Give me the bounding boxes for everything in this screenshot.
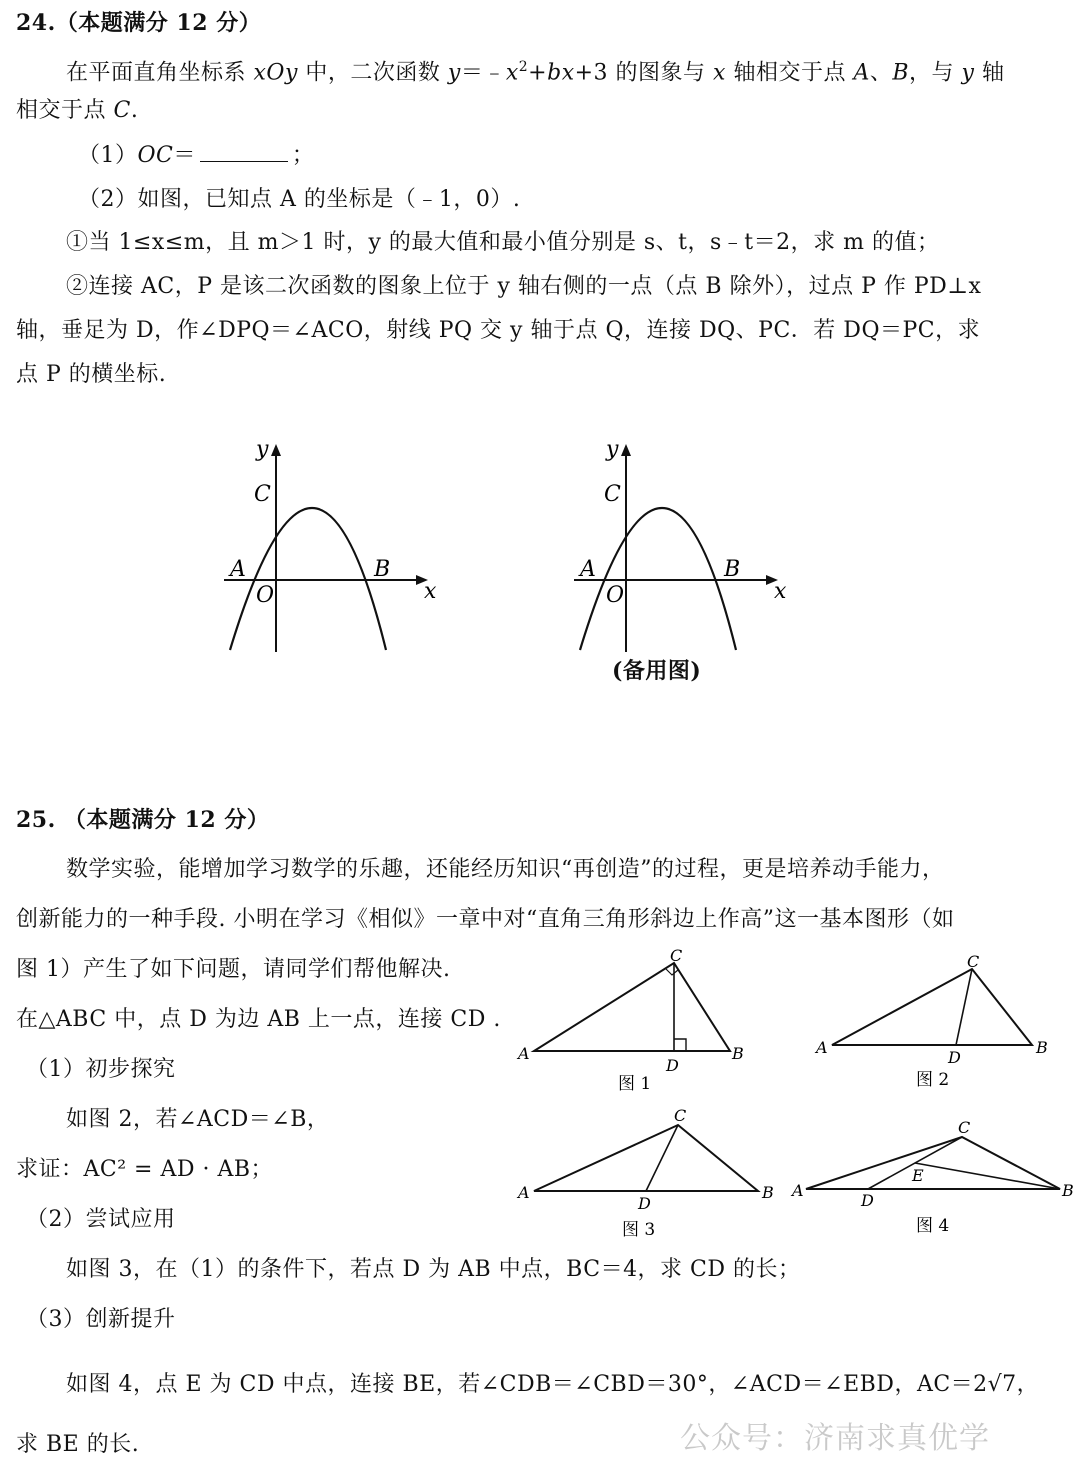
triangle-figures: [510, 945, 1080, 1245]
label-c: C: [958, 1118, 971, 1137]
answer-blank[interactable]: [200, 141, 288, 162]
text: ＝﹣: [460, 60, 506, 86]
parabola-graph-1: [216, 438, 456, 678]
x-label: x: [774, 579, 787, 604]
q25-intro-line2: 创新能力的一种手段. 小明在学习《相似》一章中对“直角三角形斜边上作高”这一基本图形（如: [16, 907, 955, 932]
text: ；: [291, 143, 315, 168]
text: （1）: [78, 143, 138, 168]
q25-intro-line3: 图 1）产生了如下问题，请同学们帮他解决.: [16, 957, 451, 982]
math: y: [447, 60, 461, 86]
caption-fig3: 图 3: [622, 1220, 656, 1240]
parabola-graph-backup: [566, 438, 806, 678]
y-axis-arrow: [621, 444, 631, 456]
segment-cd: [646, 1125, 678, 1191]
q24-part2-ii-line3: 点 P 的横坐标.: [16, 362, 167, 387]
q25-section1-title: （1）初步探究: [26, 1057, 176, 1082]
figure-2: [814, 952, 1048, 1090]
math: A: [853, 60, 870, 86]
a-label: A: [580, 557, 596, 582]
right-angle-mark-d: [674, 1039, 686, 1051]
q25-section2-title: （2）尝试应用: [26, 1207, 176, 1232]
q25-section1-line1: 如图 2，若∠ACD＝∠B，: [66, 1107, 330, 1132]
o-label: O: [256, 583, 275, 608]
q24-header: 24.（本题满分 12 分）: [16, 10, 262, 36]
triangle-abc: [534, 1125, 758, 1191]
q25-header: 25. （本题满分 12 分）: [16, 807, 270, 833]
b-label: B: [374, 557, 391, 582]
caption-fig2: 图 2: [916, 1070, 950, 1090]
triangle-abc: [832, 969, 1032, 1045]
q24-part2-ii-line1: ②连接 AC，P 是该二次函数的图象上位于 y 轴右侧的一点（点 B 除外），过点 P 作 PD⊥x: [66, 274, 982, 299]
segment-cd: [956, 969, 972, 1045]
label-a: A: [518, 1044, 530, 1063]
caption-fig1: 图 1: [618, 1074, 652, 1094]
y-label: y: [256, 438, 269, 462]
y-axis-arrow: [271, 444, 281, 456]
caption-fig4: 图 4: [916, 1216, 950, 1236]
text: 轴: [974, 60, 1005, 86]
math: x: [713, 60, 726, 86]
q25-section3-title: （3）创新提升: [26, 1307, 176, 1332]
figure-1: [516, 946, 744, 1094]
watermark: 公众号：济南求真优学: [680, 1421, 990, 1456]
math: xOy: [253, 60, 298, 86]
segment-be: [915, 1163, 1060, 1189]
text: ，与: [909, 60, 962, 86]
label-d: D: [948, 1048, 961, 1067]
text: 中，二次函数: [297, 60, 448, 86]
triangle-abc: [806, 1137, 1060, 1189]
figure-4: [790, 1118, 1074, 1236]
label-b: B: [762, 1183, 774, 1202]
q24-part1: [78, 141, 314, 171]
x-label: x: [424, 579, 437, 604]
label-e: E: [912, 1166, 924, 1185]
text: 轴相交于点: [725, 60, 854, 86]
q25-intro-line1: 数学实验，能增加学习数学的乐趣，还能经历知识“再创造”的过程，更是培养动手能力，: [66, 857, 945, 882]
right-angle-mark-c: [666, 969, 678, 975]
q24-part2: （2）如图，已知点 A 的坐标是（﹣1，0）.: [78, 187, 521, 212]
q24-part2-i: ①当 1≤x≤m，且 m＞1 时，y 的最大值和最小值分别是 s、t，s﹣t＝2，求 m 的值；: [66, 230, 940, 255]
q25-section3-line1: 如图 4，点 E 为 CD 中点，连接 BE，若∠CDB＝∠CBD＝30°，∠ACD＝∠EBD，AC＝2√7，: [66, 1372, 1040, 1397]
label-b: B: [1036, 1038, 1048, 1057]
y-label: y: [606, 438, 619, 462]
math: B: [892, 60, 910, 86]
math-sup: 2: [518, 59, 529, 75]
math: OC: [137, 143, 174, 168]
label-c: C: [674, 1106, 687, 1125]
text: 、: [869, 60, 893, 86]
figure-3: [516, 1106, 774, 1240]
text: .: [130, 98, 139, 123]
b-label: B: [724, 557, 741, 582]
q24-intro-line1: [66, 52, 1004, 88]
math: C: [113, 98, 131, 123]
math: bx: [547, 60, 575, 86]
c-label: C: [254, 482, 271, 507]
label-c: C: [670, 946, 683, 965]
math: x: [505, 60, 519, 86]
text: 相交于点: [16, 98, 114, 123]
q25-section2-line1: 如图 3，在（1）的条件下，若点 D 为 AB 中点，BC＝4，求 CD 的长；: [66, 1257, 801, 1282]
q24-intro-line2: [16, 96, 138, 126]
q24-part2-ii-line2: 轴，垂足为 D，作∠DPQ＝∠ACO，射线 PQ 交 y 轴于点 Q，连接 DQ、PC．若 DQ＝PC，求: [16, 318, 981, 343]
label-a: A: [792, 1181, 804, 1200]
label-b: B: [732, 1044, 744, 1063]
label-a: A: [518, 1183, 530, 1202]
triangle-abc: [534, 963, 730, 1051]
label-d: D: [638, 1194, 651, 1213]
q25-section1-line2: 求证：AC² = AD · AB；: [16, 1157, 274, 1182]
o-label: O: [606, 583, 625, 608]
text: 在平面直角坐标系: [66, 60, 254, 86]
q25-intro-line4: 在△ABC 中，点 D 为边 AB 上一点，连接 CD .: [16, 1007, 501, 1032]
text: +: [528, 60, 548, 86]
backup-caption: (备用图): [612, 658, 702, 684]
label-d: D: [666, 1056, 679, 1075]
label-a: A: [816, 1038, 828, 1057]
a-label: A: [230, 557, 246, 582]
label-b: B: [1062, 1181, 1074, 1200]
math: y: [961, 60, 975, 86]
text: +3 的图象与: [574, 60, 714, 86]
text: ＝: [173, 143, 196, 168]
c-label: C: [604, 482, 621, 507]
q25-section3-line2: 求 BE 的长.: [16, 1432, 140, 1457]
label-d: D: [861, 1191, 874, 1210]
label-c: C: [967, 952, 980, 971]
